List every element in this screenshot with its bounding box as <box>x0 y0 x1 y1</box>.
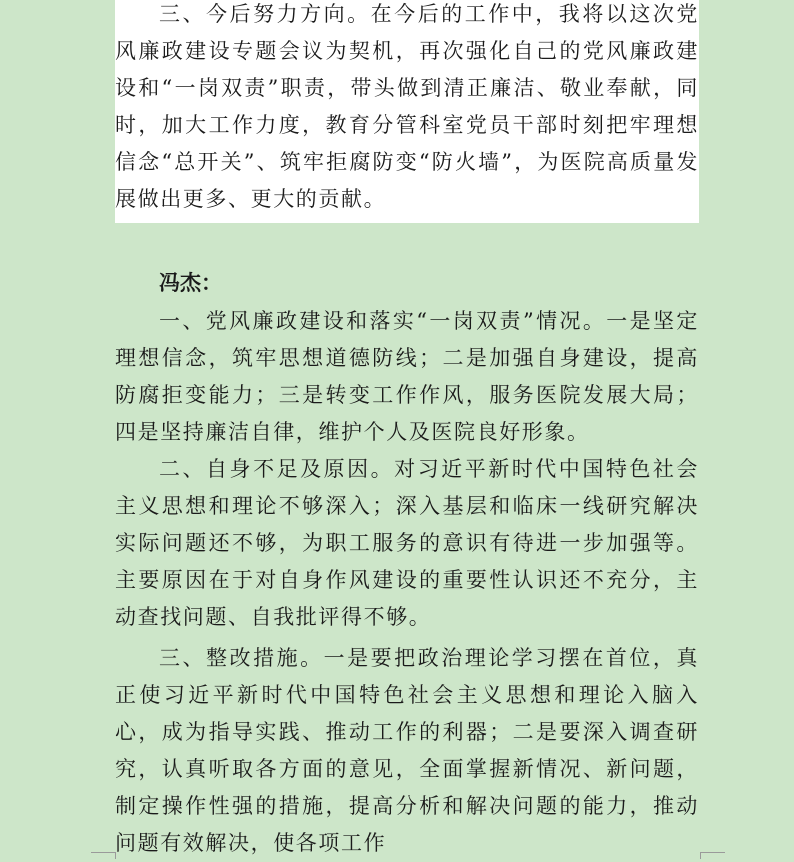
speaker-name: 冯杰： <box>159 270 222 295</box>
paragraph-shortcomings: 二、自身不足及原因。对习近平新时代中国特色社会主义思想和理论不够深入；深入基层和临床一线研究解决实际问题还不够，为职工服务的意识有待进一步加强等。主要原因在于对自身作风建设的重要性认识还不充分，主动查找问题、自我批评得不够。 <box>115 457 699 629</box>
paragraph-future-direction: 三、今后努力方向。在今后的工作中，我将以这次党风廉政建设专题会议为契机，再次强化自己的党风廉政建设和“一岗双责”职责，带头做到清正廉洁、敬业奉献，同时，加大工作力度，教育分管科室党员干部时刻把牢理想信念“总开关”、筑牢拒腐防变“防火墙”，为医院高质量发展做出更多、更大的贡献。 <box>115 2 699 211</box>
page-corner-mark-right <box>700 852 725 859</box>
paragraph-integrity-status: 一、党风廉政建设和落实“一岗双责”情况。一是坚定理想信念，筑牢思想道德防线；二是加强自身建设，提高防腐拒变能力；三是转变工作作风，服务医院发展大局；四是坚持廉洁自律，维护个人及医院良好形象。 <box>115 309 699 444</box>
page-corner-mark-left <box>91 852 116 859</box>
paragraph-rectification: 三、整改措施。一是要把政治理论学习摆在首位，真正使习近平新时代中国特色社会主义思想和理论入脑入心，成为指导实践、推动工作的利器；二是要深入调查研究，认真听取各方面的意见，全面掌握新情况、新问题，制定操作性强的措施，提高分析和解决问题的能力，推动问题有效解决，使各项工作 <box>115 646 699 855</box>
